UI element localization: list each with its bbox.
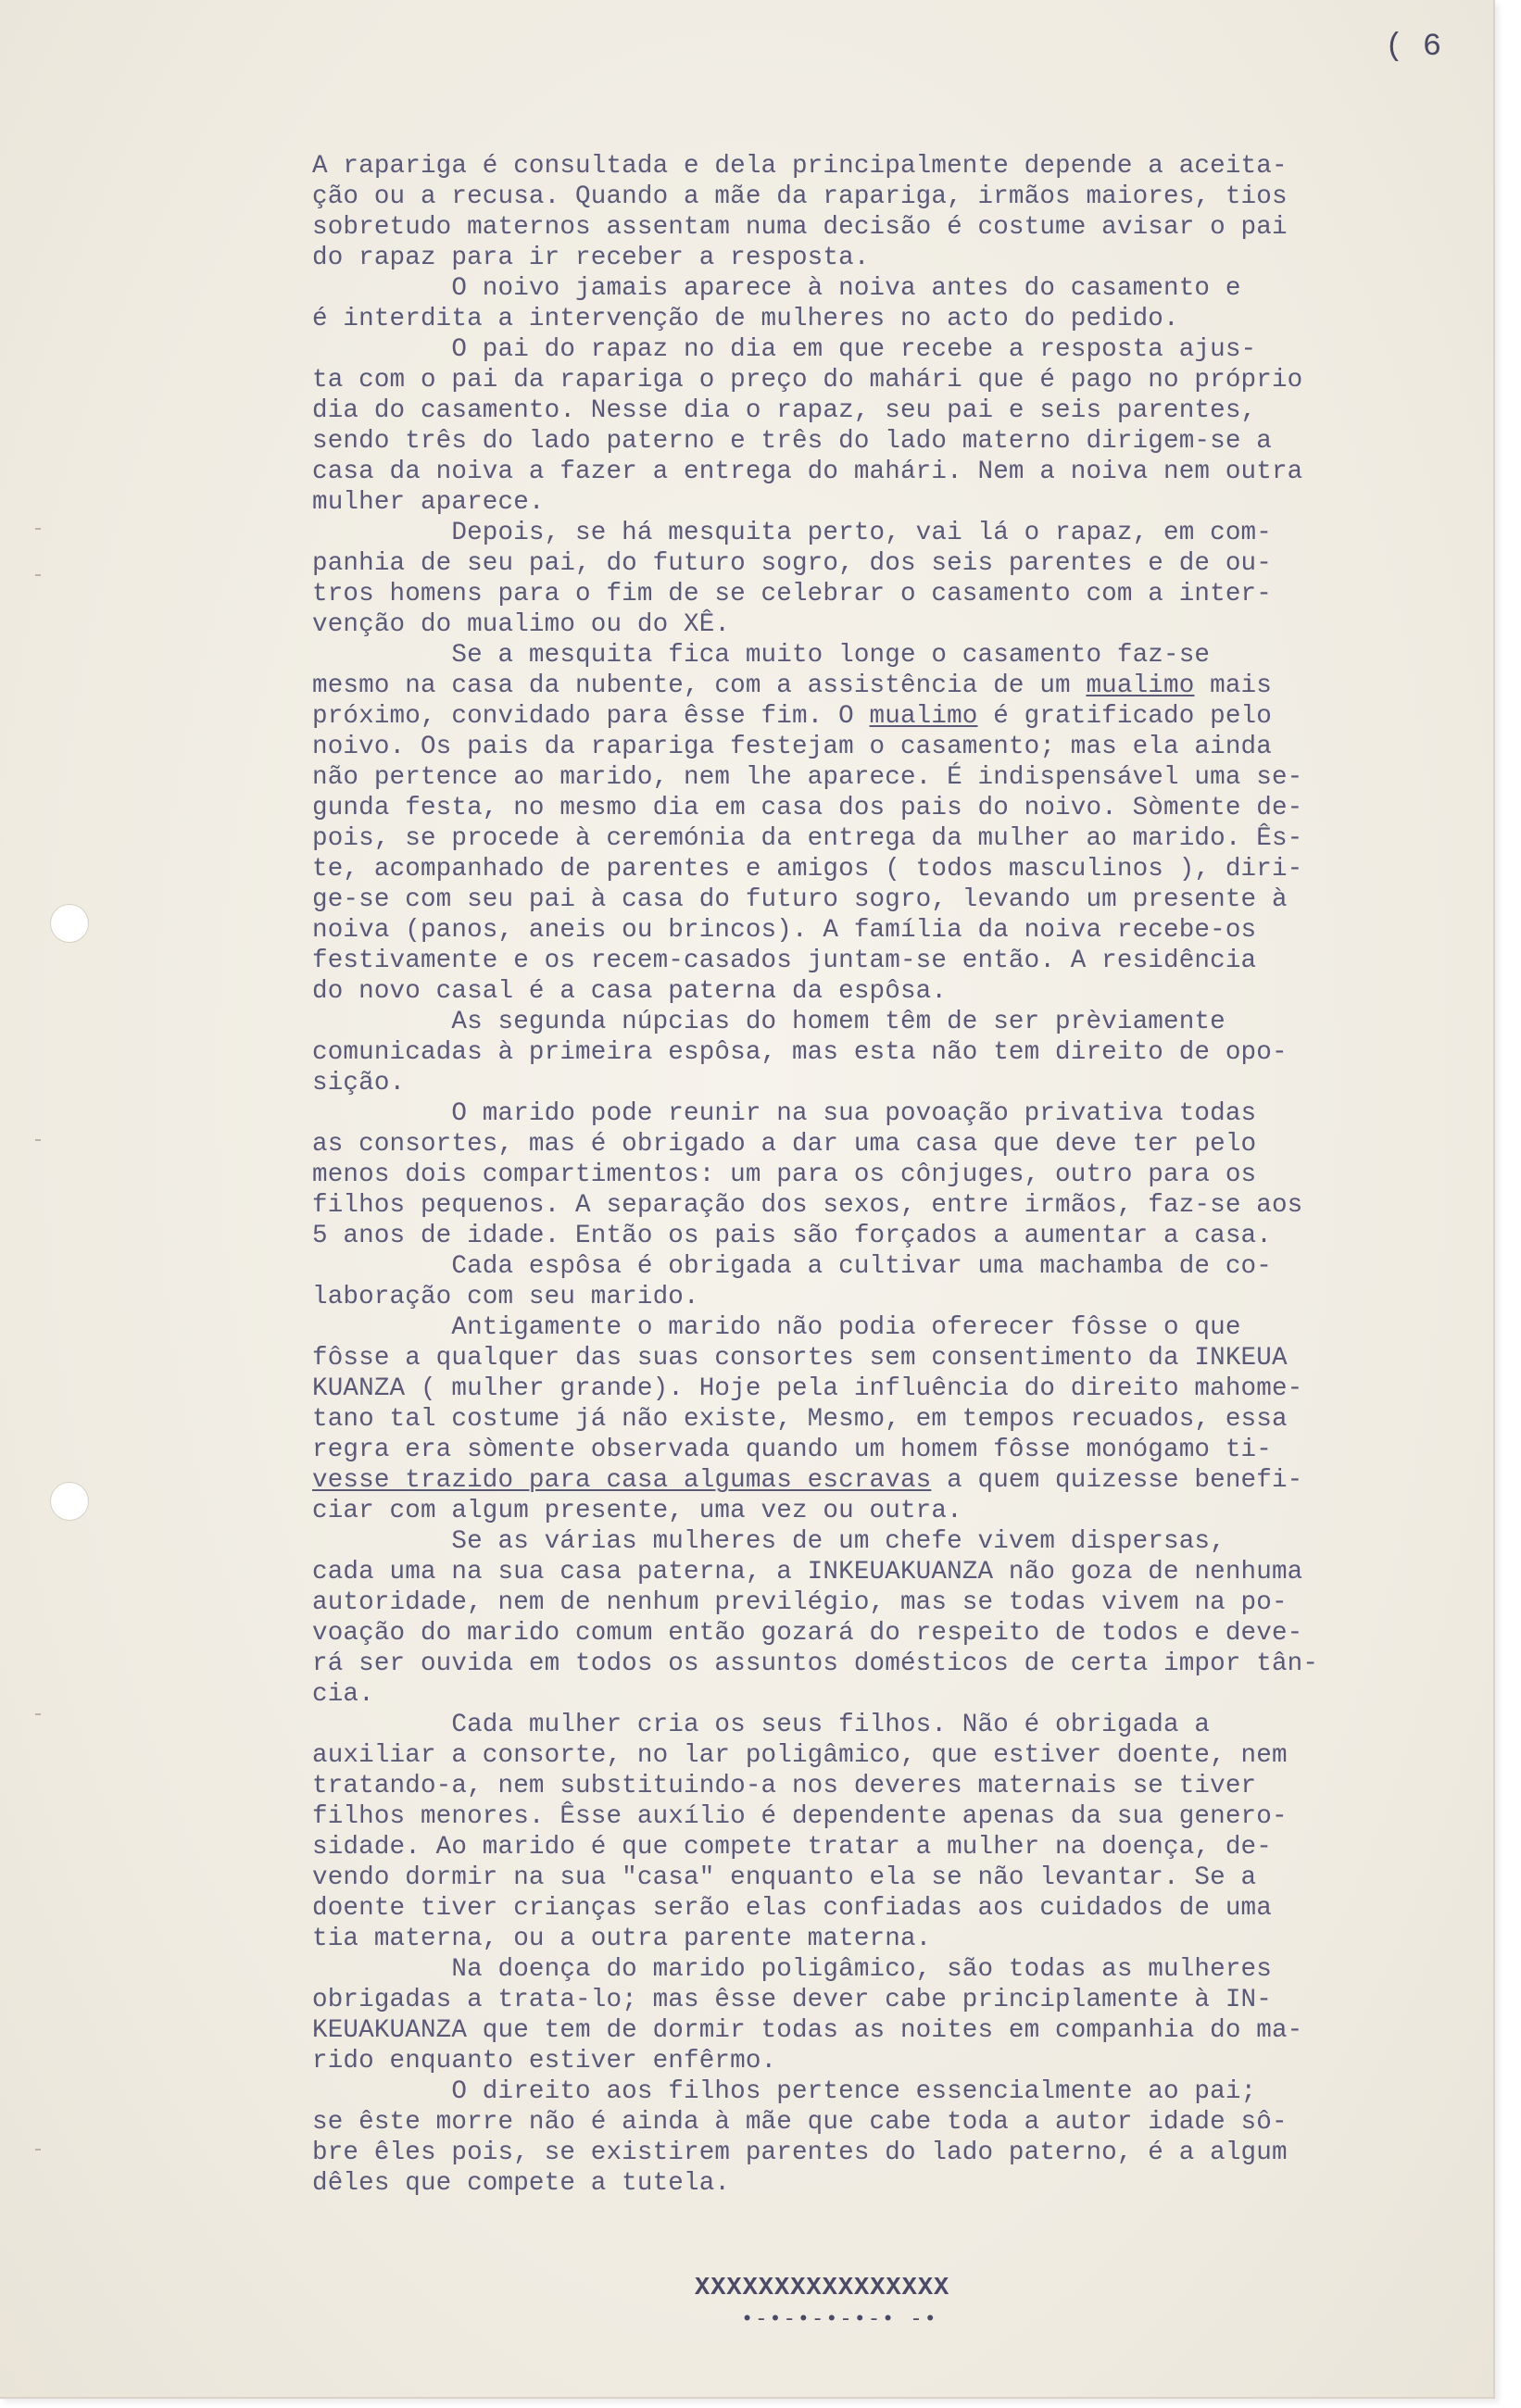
text-line: casa da noiva a fazer a entrega do mahári. Nem a noiva nem outra bbox=[312, 458, 1303, 486]
margin-mark bbox=[35, 1713, 41, 1715]
text-line: noiva (panos, aneis ou brincos). A família da noiva recebe-os bbox=[312, 916, 1257, 945]
text-line: A rapariga é consultada e dela principalmente depende a aceita- bbox=[312, 152, 1288, 181]
text-line: vesse trazido para casa algumas escravas a quem quizesse benefi- bbox=[312, 1466, 1303, 1495]
text-line: é interdita a intervenção de mulheres no acto do pedido. bbox=[312, 305, 1179, 333]
text-line: tratando-a, nem substituindo-a nos deveres maternais se tiver bbox=[312, 1772, 1257, 1800]
text-line: O marido pode reunir na sua povoação privativa todas bbox=[312, 1099, 1257, 1128]
text-line: não pertence ao marido, nem lhe aparece. É indispensável uma se- bbox=[312, 763, 1303, 792]
typed-body-text bbox=[312, 151, 1507, 2199]
text-line: vendo dormir na sua "casa" enquanto ela se não levantar. Se a bbox=[312, 1863, 1257, 1892]
text-line: tano tal costume já não existe, Mesmo, em tempos recuados, essa bbox=[312, 1405, 1288, 1434]
text-line: cia. bbox=[312, 1680, 374, 1709]
text-line: Cada mulher cria os seus filhos. Não é obrigada a bbox=[312, 1711, 1211, 1739]
text-line: filhos menores. Êsse auxílio é dependente apenas da sua genero- bbox=[312, 1802, 1288, 1831]
text-line: obrigadas a trata-lo; mas êsse dever cabe principlamente à IN- bbox=[312, 1986, 1272, 2014]
text-line: dia do casamento. Nesse dia o rapaz, seu pai e seis parentes, bbox=[312, 396, 1257, 425]
text-line: mesmo na casa da nubente, com a assistência de um mualimo mais bbox=[312, 671, 1272, 700]
text-line: ta com o pai da rapariga o preço do mahári que é pago no próprio bbox=[312, 366, 1303, 395]
text-line: pois, se procede à ceremónia da entrega da mulher ao marido. Ês- bbox=[312, 824, 1303, 853]
text-line: ciar com algum presente, uma vez ou outra. bbox=[312, 1497, 962, 1525]
text-line: menos dois compartimentos: um para os cônjuges, outro para os bbox=[312, 1160, 1257, 1189]
closing-x-rule: XXXXXXXXXXXXXXXX bbox=[695, 2275, 950, 2302]
text-line: Depois, se há mesquita perto, vai lá o rapaz, em com- bbox=[312, 519, 1272, 547]
text-line: noivo. Os pais da rapariga festejam o casamento; mas ela ainda bbox=[312, 733, 1272, 761]
text-line: do novo casal é a casa paterna da espôsa. bbox=[312, 977, 948, 1006]
text-line: ção ou a recusa. Quando a mãe da rapariga, irmãos maiores, tios bbox=[312, 182, 1288, 211]
text-line: próximo, convidado para êsse fim. O mualimo é gratificado pelo bbox=[312, 702, 1272, 731]
text-line: mulher aparece. bbox=[312, 488, 545, 517]
text-line: fôsse a qualquer das suas consortes sem consentimento da INKEUA bbox=[312, 1344, 1288, 1373]
closing-rule bbox=[695, 2275, 1000, 2331]
punch-hole-upper bbox=[50, 904, 89, 943]
text-line: panhia de seu pai, do futuro sogro, dos seis parentes e de ou- bbox=[312, 549, 1272, 578]
text-line: dêles que compete a tutela. bbox=[312, 2169, 731, 2198]
margin-mark bbox=[35, 528, 41, 530]
text-line: sição. bbox=[312, 1069, 406, 1097]
text-line: KUANZA ( mulher grande). Hoje pela influência do direito mahome- bbox=[312, 1374, 1303, 1403]
text-line: Na doença do marido poligâmico, são todas as mulheres bbox=[312, 1955, 1272, 1984]
text-line: rido enquanto estiver enfêrmo. bbox=[312, 2047, 777, 2076]
page-number: ( 6 bbox=[1385, 30, 1442, 65]
margin-mark bbox=[35, 2149, 41, 2151]
text-line: O direito aos filhos pertence essencialmente ao pai; bbox=[312, 2077, 1257, 2106]
text-line: filhos pequenos. A separação dos sexos, entre irmãos, faz-se aos bbox=[312, 1191, 1303, 1220]
text-line: cada uma na sua casa paterna, a INKEUAKUANZA não goza de nenhuma bbox=[312, 1558, 1303, 1587]
margin-mark bbox=[35, 1139, 41, 1141]
text-line: se êste morre não é ainda à mãe que cabe toda a autor idade sô- bbox=[312, 2108, 1288, 2137]
text-line: KEUAKUANZA que tem de dormir todas as noites em companhia do ma- bbox=[312, 2016, 1303, 2045]
margin-mark bbox=[35, 574, 41, 576]
text-line: laboração com seu marido. bbox=[312, 1283, 699, 1311]
text-line: as consortes, mas é obrigado a dar uma casa que deve ter pelo bbox=[312, 1130, 1257, 1159]
text-line: do rapaz para ir receber a resposta. bbox=[312, 244, 870, 272]
text-line: venção do mualimo ou do XÊ. bbox=[312, 610, 731, 639]
text-line: Cada espôsa é obrigada a cultivar uma machamba de co- bbox=[312, 1252, 1272, 1281]
text-line: voação do marido comum então gozará do respeito de todos e deve- bbox=[312, 1619, 1303, 1648]
text-line: sendo três do lado paterno e três do lado materno dirigem-se a bbox=[312, 427, 1272, 456]
text-line: As segunda núpcias do homem têm de ser prèviamente bbox=[312, 1008, 1226, 1036]
text-line: gunda festa, no mesmo dia em casa dos pais do noivo. Sòmente de- bbox=[312, 794, 1303, 822]
punch-hole-lower bbox=[50, 1482, 89, 1521]
text-line: tros homens para o fim de se celebrar o casamento com a inter- bbox=[312, 580, 1272, 608]
text-line: sobretudo maternos assentam numa decisão é costume avisar o pai bbox=[312, 213, 1288, 242]
text-line: doente tiver crianças serão elas confiadas aos cuidados de uma bbox=[312, 1894, 1272, 1923]
text-line: Se a mesquita fica muito longe o casamento faz-se bbox=[312, 641, 1211, 670]
text-line: autoridade, nem de nenhum previlégio, mas se todas vivem na po- bbox=[312, 1588, 1288, 1617]
text-line: Se as várias mulheres de um chefe vivem dispersas, bbox=[312, 1527, 1226, 1556]
text-line: ge-se com seu pai à casa do futuro sogro, levando um presente à bbox=[312, 885, 1288, 914]
text-line: auxiliar a consorte, no lar poligâmico, que estiver doente, nem bbox=[312, 1741, 1288, 1770]
text-line: Antigamente o marido não podia oferecer fôsse o que bbox=[312, 1313, 1241, 1342]
text-line: sidade. Ao marido é que compete tratar a mulher na doença, de- bbox=[312, 1833, 1272, 1862]
text-line: O pai do rapaz no dia em que recebe a resposta ajus- bbox=[312, 335, 1257, 364]
text-line: regra era sòmente observada quando um homem fôsse monógamo ti- bbox=[312, 1436, 1272, 1464]
text-line: bre êles pois, se existirem parentes do lado paterno, é a algum bbox=[312, 2138, 1288, 2167]
text-line: rá ser ouvida em todos os assuntos domésticos de certa impor tân- bbox=[312, 1649, 1319, 1678]
text-line: 5 anos de idade. Então os pais são forçados a aumentar a casa. bbox=[312, 1222, 1272, 1250]
text-line: tia materna, ou a outra parente materna. bbox=[312, 1925, 932, 1953]
text-line: te, acompanhado de parentes e amigos ( todos masculinos ), diri- bbox=[312, 855, 1303, 884]
closing-dot-rule: •-•-•-•-•-• -• bbox=[741, 2308, 938, 2331]
text-line: comunicadas à primeira espôsa, mas esta não tem direito de opo- bbox=[312, 1038, 1288, 1067]
text-line: O noivo jamais aparece à noiva antes do casamento e bbox=[312, 274, 1241, 303]
text-line: festivamente e os recem-casados juntam-se então. A residência bbox=[312, 947, 1257, 975]
